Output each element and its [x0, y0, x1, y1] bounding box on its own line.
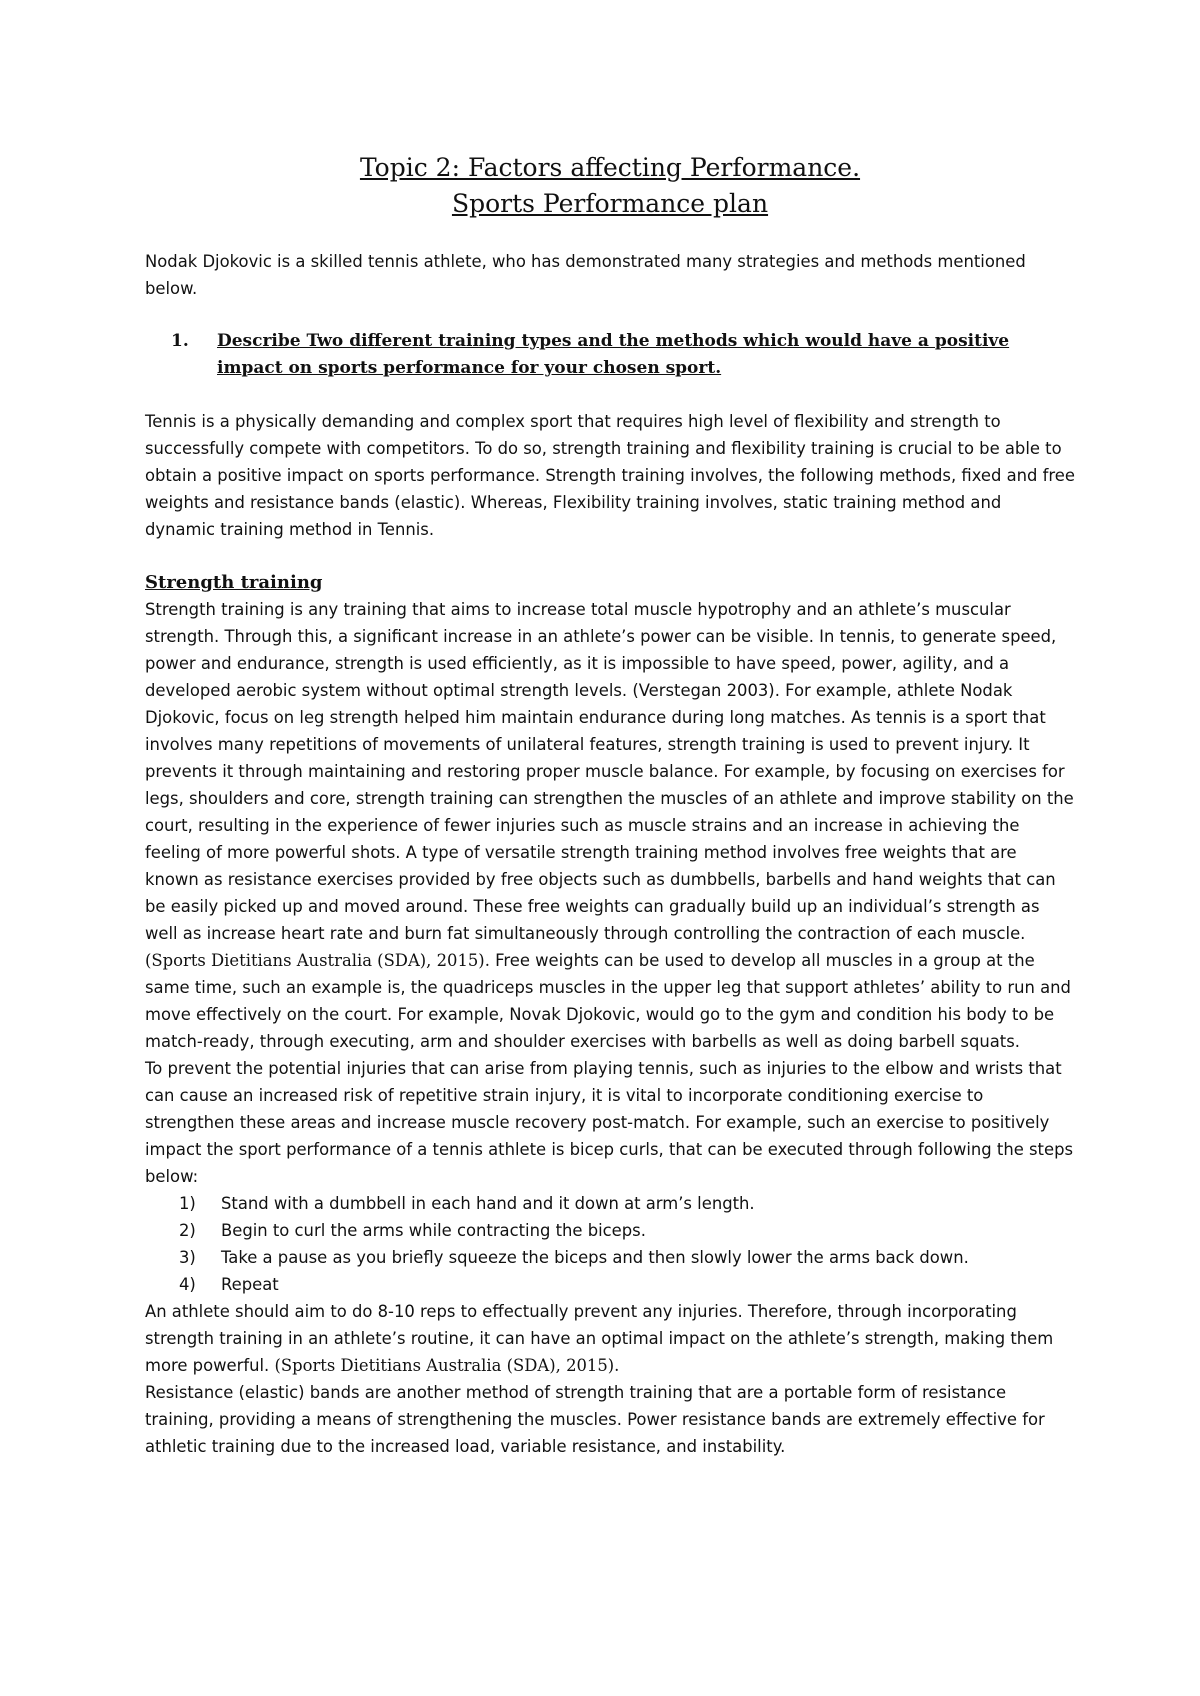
step-number: 1)	[179, 1194, 196, 1213]
paragraph-injury-prevention: To prevent the potential injuries that can arise from playing tennis, such as injuries to the elbow and wrists that can cause an increased risk of repetitive strain injury, it is vital to incorporate conditioning exercise to strengthen these areas and increase muscle recovery post-match. For example, such an exercise to positively impact the sport performance of a tennis athlete is bicep curls, that can be executed through following the steps below:	[145, 1059, 1074, 1186]
question-text: Describe Two different training types and the methods which would have a positive impact on sports performance for your chosen sport.	[217, 331, 1010, 378]
paragraph-text: An athlete should aim to do 8-10 reps to effectually prevent any injuries. Therefore, through incorporating strength training in an athlete’s routine, it can have an optimal impact on the athlete’s strength, making them more powerful.	[145, 1302, 1054, 1375]
document-title	[145, 150, 1075, 222]
list-item	[145, 1190, 1075, 1217]
list-item	[145, 1217, 1075, 1244]
paragraph-text: Strength training is any training that aims to increase total muscle hypotrophy and an athlete’s muscular strength. Through this, a significant increase in an athlete’s power can be visible. In tennis, to generate speed, power and endurance, strength is used efficiently, as it is impossible to have speed, power, agility, and a developed aerobic system without optimal strength levels. (Verstegan 2003). For example, athlete Nodak Djokovic, focus on leg strength helped him maintain endurance during long matches. As tennis is a sport that involves many repetitions of movements of unilateral features, strength training is used to prevent injury. It prevents it through maintaining and restoring proper muscle balance. For example, by focusing on exercises for legs, shoulders and core, strength training can strengthen the muscles of an athlete and improve stability on the court, resulting in the experience of fewer injuries such as muscle strains and an increase in achieving the feeling of more powerful shots. A type of versatile strength training method involves free weights that are known as resistance exercises provided by free objects such as dumbbells, barbells and hand weights that can be easily picked up and moved around. These free weights can gradually build up an individual’s strength as well as increase heart rate and burn fat simultaneously through controlling the contraction of each muscle.	[145, 600, 1074, 943]
bicep-curl-steps	[145, 1190, 1075, 1298]
step-number: 3)	[179, 1248, 196, 1267]
paragraph-resistance-bands: Resistance (elastic) bands are another method of strength training that are a portable form of resistance training, providing a means of strengthening the muscles. Power resistance bands are extremely effective for athletic training due to the increased load, variable resistance, and instability.	[145, 1383, 1045, 1456]
question-number: 1.	[171, 331, 189, 351]
intro-paragraph: Nodak Djokovic is a skilled tennis athlete, who has demonstrated many strategies and methods mentioned below.	[145, 252, 1026, 298]
title-line-2: Sports Performance plan	[451, 189, 769, 218]
step-number: 4)	[179, 1275, 196, 1294]
list-item	[145, 1271, 1075, 1298]
paragraph-reps	[145, 1298, 1075, 1379]
step-text: Repeat	[221, 1275, 279, 1294]
step-text: Begin to curl the arms while contracting the biceps.	[221, 1221, 646, 1240]
paragraph-strength-training	[145, 596, 1075, 1055]
step-text: Take a pause as you briefly squeeze the biceps and then slowly lower the arms back down.	[221, 1248, 969, 1267]
list-item	[145, 1244, 1075, 1271]
step-number: 2)	[179, 1221, 196, 1240]
title-line-1: Topic 2: Factors affecting Performance.	[359, 153, 861, 182]
step-text: Stand with a dumbbell in each hand and it down at arm’s length.	[221, 1194, 755, 1213]
paragraph-text: Free weights can be used to develop all muscles in a group at the same time, such an example is, the quadriceps muscles in the upper leg that support athletes’ ability to run and move effectively on the court. For example, Novak Djokovic, would go to the gym and condition his body to be match-ready, through executing, arm and shoulder exercises with barbells as well as doing barbell squats.	[145, 951, 1071, 1051]
document-page	[145, 150, 1075, 1460]
section-heading-strength-training: Strength training	[145, 572, 323, 593]
citation: (Sports Dietitians Australia (SDA), 2015).	[274, 1356, 620, 1375]
paragraph-overview: Tennis is a physically demanding and complex sport that requires high level of flexibility and strength to successfully compete with competitors. To do so, strength training and flexibility training is crucial to be able to obtain a positive impact on sports performance. Strength training involves, the following methods, fixed and free weights and resistance bands (elastic). Whereas, Flexibility training involves, static training method and dynamic training method in Tennis.	[145, 412, 1075, 539]
question-1	[145, 328, 1075, 382]
citation: (Sports Dietitians Australia (SDA), 2015).	[145, 951, 490, 970]
